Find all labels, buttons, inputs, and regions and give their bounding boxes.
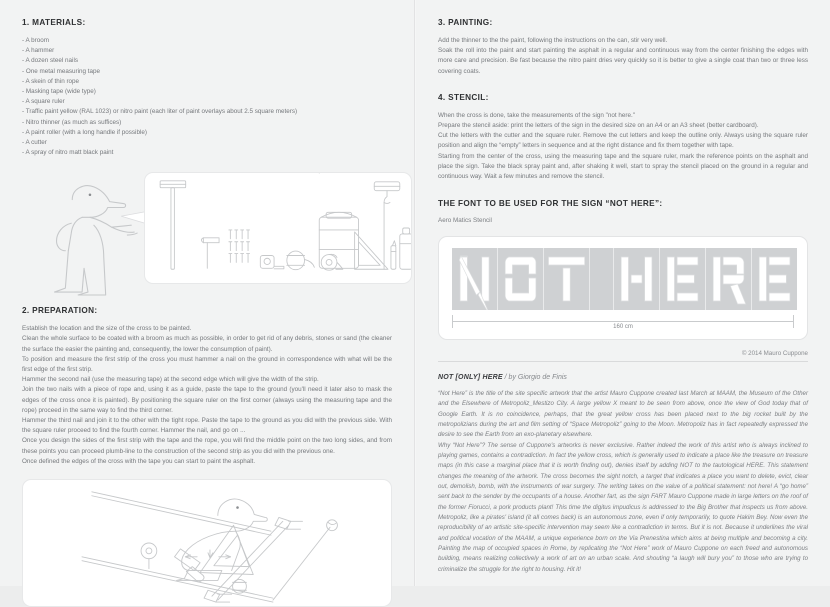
painting-text — [438, 36, 808, 77]
stencil-figure — [438, 236, 808, 340]
list-item: - A skein of thin rope — [22, 77, 80, 85]
list-item: - A paint roller (with a long handle if possible) — [22, 128, 147, 136]
horizontal-rule — [438, 361, 808, 362]
letter-r-stencil-icon — [706, 248, 751, 310]
essay-title: NOT [ONLY] HERE — [438, 374, 503, 382]
list-item: - Nitro thinner (as much as suffices) — [22, 118, 122, 126]
preparation-text — [22, 324, 392, 467]
tools-illustration — [22, 172, 392, 292]
paragraph: Starting from the center of the cross, using the measuring tape and the square ruler, mark the reference points on the asphalt and place the sign. Take the black spray paint and, after shaking it well, start to spray the stencil placed on the ground in a regular and continuous way. Wait a few minutes and remove the stencil. — [438, 152, 810, 180]
paragraph: Hammer the second nail (use the measuring tape) at the second edge which will give the width of the strip. — [22, 376, 319, 384]
list-item: - A broom — [22, 37, 49, 44]
stencil-letters-row — [452, 248, 794, 310]
materials-list — [22, 36, 392, 158]
stencil-cell-O — [498, 248, 544, 310]
stencil-cell-H — [614, 248, 660, 310]
paragraph: Hammer the third nail and join it to the other with the tight rope. Paste the tape to the ground as you did with the previous side. With the square ruler proceed to find the fourth corner. Hammer the nail, and go on ... — [22, 416, 394, 435]
letter-n-stencil-icon — [452, 248, 497, 310]
stencil-cell-E2 — [752, 248, 797, 310]
stencil-cell-N — [452, 248, 498, 310]
stencil-cell-E1 — [660, 248, 706, 310]
letter-o-stencil-icon — [498, 248, 543, 310]
font-section-heading: THE FONT TO BE USED FOR THE SIGN “NOT HERE”: — [438, 199, 663, 209]
paragraph: “Not Here” is the title of the site specific artwork that the artist Mauro Cuppone created last March at MAAM, the Museum of the Other and the Elsewhere of Metropoliz_Mestizo City. A large yellow X meant to be seen from above, once the view of God today that of Google Earth. It is no coincidence, perhaps, that the great yellow cross has been placed next to the big rocket built by the metropolizians during the art and film setting of “Space Metropoliz” going to the Moon. Metropoliz has in fact repeatedly expressed the desire to see the Earth from an exo-planetary elsewhere. — [438, 390, 808, 439]
letter-e-stencil-icon — [752, 248, 797, 310]
paragraph: Prepare the stencil aside: print the letters of the sign in the desired size on an A4 or an A3 sheet (better cardboard). — [438, 121, 759, 129]
stencil-cell-T — [544, 248, 590, 310]
tools-panel — [144, 172, 412, 284]
dimension-label-wrap — [452, 324, 794, 330]
list-item: - A square ruler — [22, 98, 65, 106]
list-item: - Traffic paint yellow (RAL 1023) or nitro paint (each liter of paint overlays about 2.5 square meters) — [22, 108, 298, 116]
materials-heading: 1. MATERIALS: — [22, 18, 86, 27]
dimension-line — [452, 315, 794, 335]
paragraph: Clean the whole surface to be coated with a broom as much as possible, in order to get rid of any debris, stones or sand (the cleaner the surface the easier the painting and, consequently, the lower the consumption of paint). — [22, 335, 394, 353]
paragraph: Cut the letters with the cutter and the square ruler. Remove the cut letters and keep the outline only. Always using the square ruler position and align the “empty” letters in sequence and at the right distance and fix them together with tape. — [438, 132, 810, 150]
dimension-label: 160 cm — [609, 324, 637, 330]
letter-h-stencil-icon — [614, 248, 659, 310]
paragraph: Add the thinner to the the paint, following the instructions on the can, stir very well. — [438, 37, 668, 44]
kneeling-person-measuring-icon — [23, 480, 391, 606]
paragraph: Why “Not Here”? The sense of Cuppone's artworks is never exclusive. Rather indeed the work of this artist who is always inclined to playing games, contains a contradiction. In fact the yellow cross, which is generally used to indicate a place like the treasure on treasure maps (in this case a marginal place that it is worth finding out), denies itself by adding NOT to the tautological HERE. This statement changes the meaning of the artwork. The cross becomes the sight notch, a target that indicates a place you want to delete, evict, clear out, demolish, bomb, with the instruments of war surgery. The writing takes on the value of a political statement: not here! A “go home” sent back to the sender by the occupants of a house. Another fart, as the sign FART Mauro Cuppone made in large letters on the roof of the former Fiorucci, a pork products plant! This time the digitus impudicus is addressed to the Big Brother that inspects us from above. Metropoliz, like a pirates' island (it all comes back) is an autonomous zone, even if only temporarily, to quote Hakim Bey. Now even the reproducibility of an artistic site-specific intervention may seem like a contradiction in terms. But it is not. Because it underlines the viral and political vocation of the MAAM, a unique experience born on the Via Prenestina which aims at being multiple and becoming a city. Painting the map of occupied spaces in Rome, by replicating the “Not Here” work of Mauro Cuppone on each freed and autonomous building, means realizing collectively a work of art on an urban scale. And shouting “a laugh will bury you” to those who are trying to criminalize the struggle for the right to housing. Hit it! — [438, 441, 808, 573]
list-item: - One metal measuring tape — [22, 67, 101, 75]
list-item: - A hammer — [22, 47, 55, 55]
list-item: - Masking tape (wide type) — [22, 87, 96, 95]
preparation-illustration — [22, 479, 392, 607]
paragraph: When the cross is done, take the measurements of the sign "not here." — [438, 111, 635, 119]
dimension-rule — [452, 321, 794, 322]
essay-body — [438, 389, 808, 575]
list-item: - A spray of nitro matt black paint — [22, 149, 114, 157]
paragraph: Soak the roll into the paint and start painting the asphalt in a regular and continuous way from the center finishing the edges with more care and precision. Be fast because the nitro paint dries very quickly so it is better to give a single coat than two or three less covering coats. — [438, 47, 810, 75]
paragraph: Once defined the edges of the cross with the tape you can start to paint the asphalt. — [22, 457, 256, 465]
paragraph: Establish the location and the size of the cross to be painted. — [22, 325, 192, 333]
paragraph: Once you design the sides of the first strip with the tape and the rope, you will find the middle point on the two long sides, and from these points you can proceed plumb-line to the construction of the second strip as you did with the previous one. — [22, 437, 394, 455]
paragraph: Join the two nails with a piece of rope and, using it as a guide, paste the tape to the ground (you'll need it later also to mask the edges of the cross once it is painted). By positioning the square ruler on the first corner (always using the measuring tape and the rope) proceed in the same way to find the third corner. — [22, 386, 394, 414]
essay-byline: / by Giorgio de Finis — [504, 374, 567, 382]
list-item: - A dozen steel nails — [22, 57, 79, 65]
left-column-content — [0, 0, 414, 586]
paragraph: To position and measure the first strip of the cross you must hammer a nail on the ground in correspondence with what will be the first edge of the first strip. — [22, 355, 394, 373]
stencil-heading: 4. STENCIL: — [438, 92, 489, 102]
stencil-cell-R — [706, 248, 752, 310]
stencil-text — [438, 111, 808, 182]
essay-title-line — [438, 374, 808, 381]
font-name: Aero Matics Stencil — [438, 217, 492, 225]
preparation-heading: 2. PREPARATION: — [22, 306, 98, 316]
letter-t-stencil-icon — [544, 248, 589, 310]
right-column-content — [416, 0, 830, 586]
copyright-text: © 2014 Mauro Cuppone — [741, 350, 808, 358]
stencil-cell-space — [590, 248, 613, 310]
tools-group-icon — [145, 173, 411, 283]
letter-e-stencil-icon — [660, 248, 705, 310]
list-item: - A cutter — [22, 138, 47, 146]
painting-heading: 3. PAINTING: — [438, 18, 493, 27]
